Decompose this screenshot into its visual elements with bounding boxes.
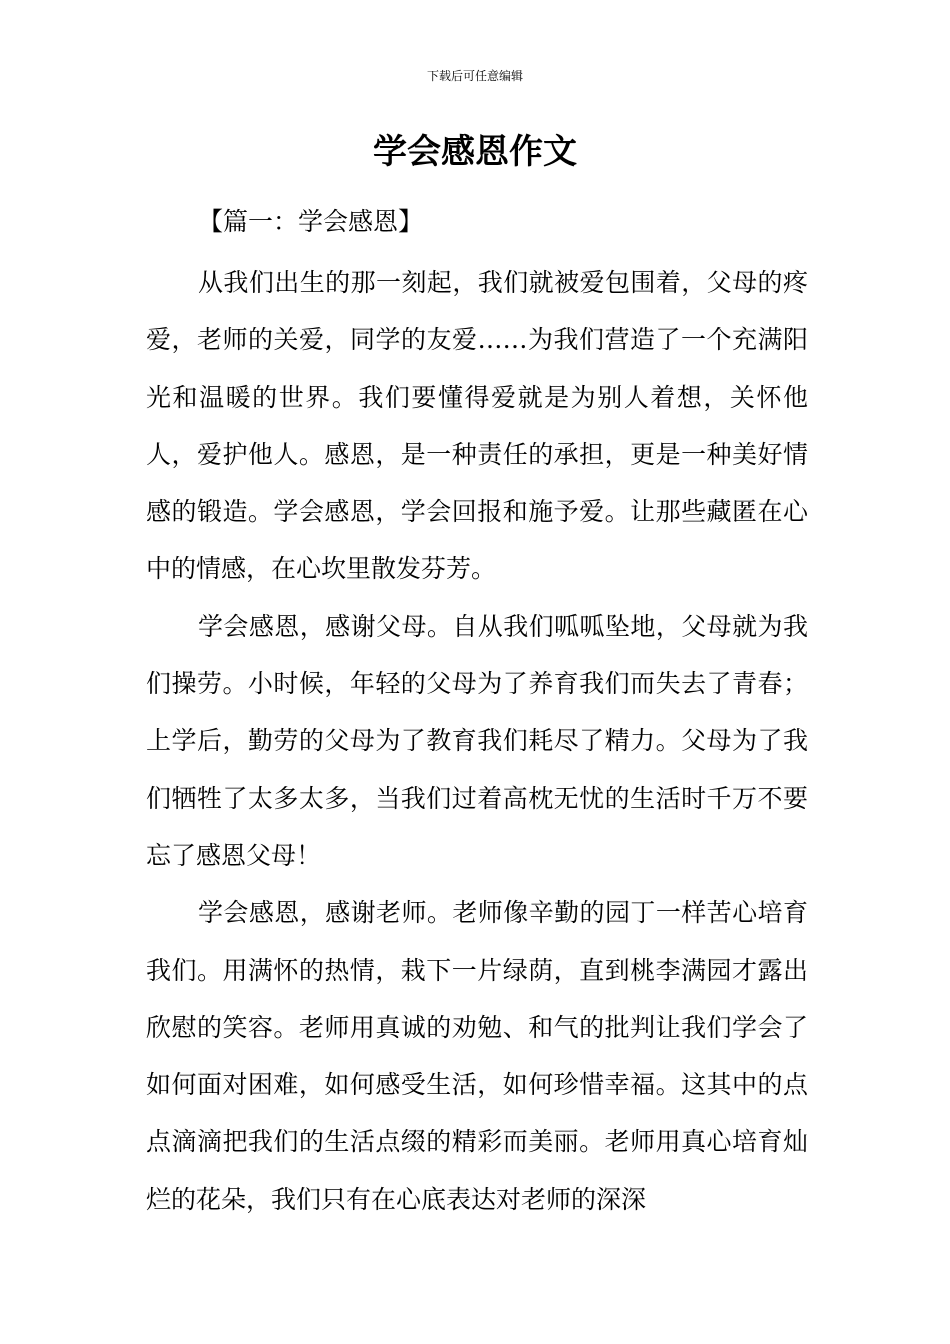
paragraph-1: 从我们出生的那一刻起，我们就被爱包围着，父母的疼爱，老师的关爱，同学的友爱……为我们营造了一个充满阳光和温暖的世界。我们要懂得爱就是为别人着想，关怀他人，爱护他人。感恩，是一种责任的承担，更是一种美好情感的锻造。学会感恩，学会回报和施予爱。让那些藏匿在心中的情感，在心坎里散发芬芳。 <box>146 268 808 584</box>
section-heading: 【篇一：学会感恩】 <box>198 207 424 236</box>
essay-body <box>146 254 808 1228</box>
paragraph-2: 学会感恩，感谢父母。自从我们呱呱坠地，父母就为我们操劳。小时候，年轻的父母为了养育我们而失去了青春；上学后，勤劳的父母为了教育我们耗尽了精力。父母为了我们牺牲了太多太多，当我们过着高枕无忧的生活时千万不要忘了感恩父母！ <box>146 611 808 870</box>
paragraph-3: 学会感恩，感谢老师。老师像辛勤的园丁一样苦心培育我们。用满怀的热情，栽下一片绿荫，直到桃李满园才露出欣慰的笑容。老师用真诚的劝勉、和气的批判让我们学会了如何面对困难，如何感受生活，如何珍惜幸福。这其中的点点滴滴把我们的生活点缀的精彩而美丽。老师用真心培育灿烂的花朵，我们只有在心底表达对老师的深深 <box>146 898 808 1214</box>
page-header-note: 下载后可任意编辑 <box>426 69 523 83</box>
document-title: 学会感恩作文 <box>373 132 577 172</box>
